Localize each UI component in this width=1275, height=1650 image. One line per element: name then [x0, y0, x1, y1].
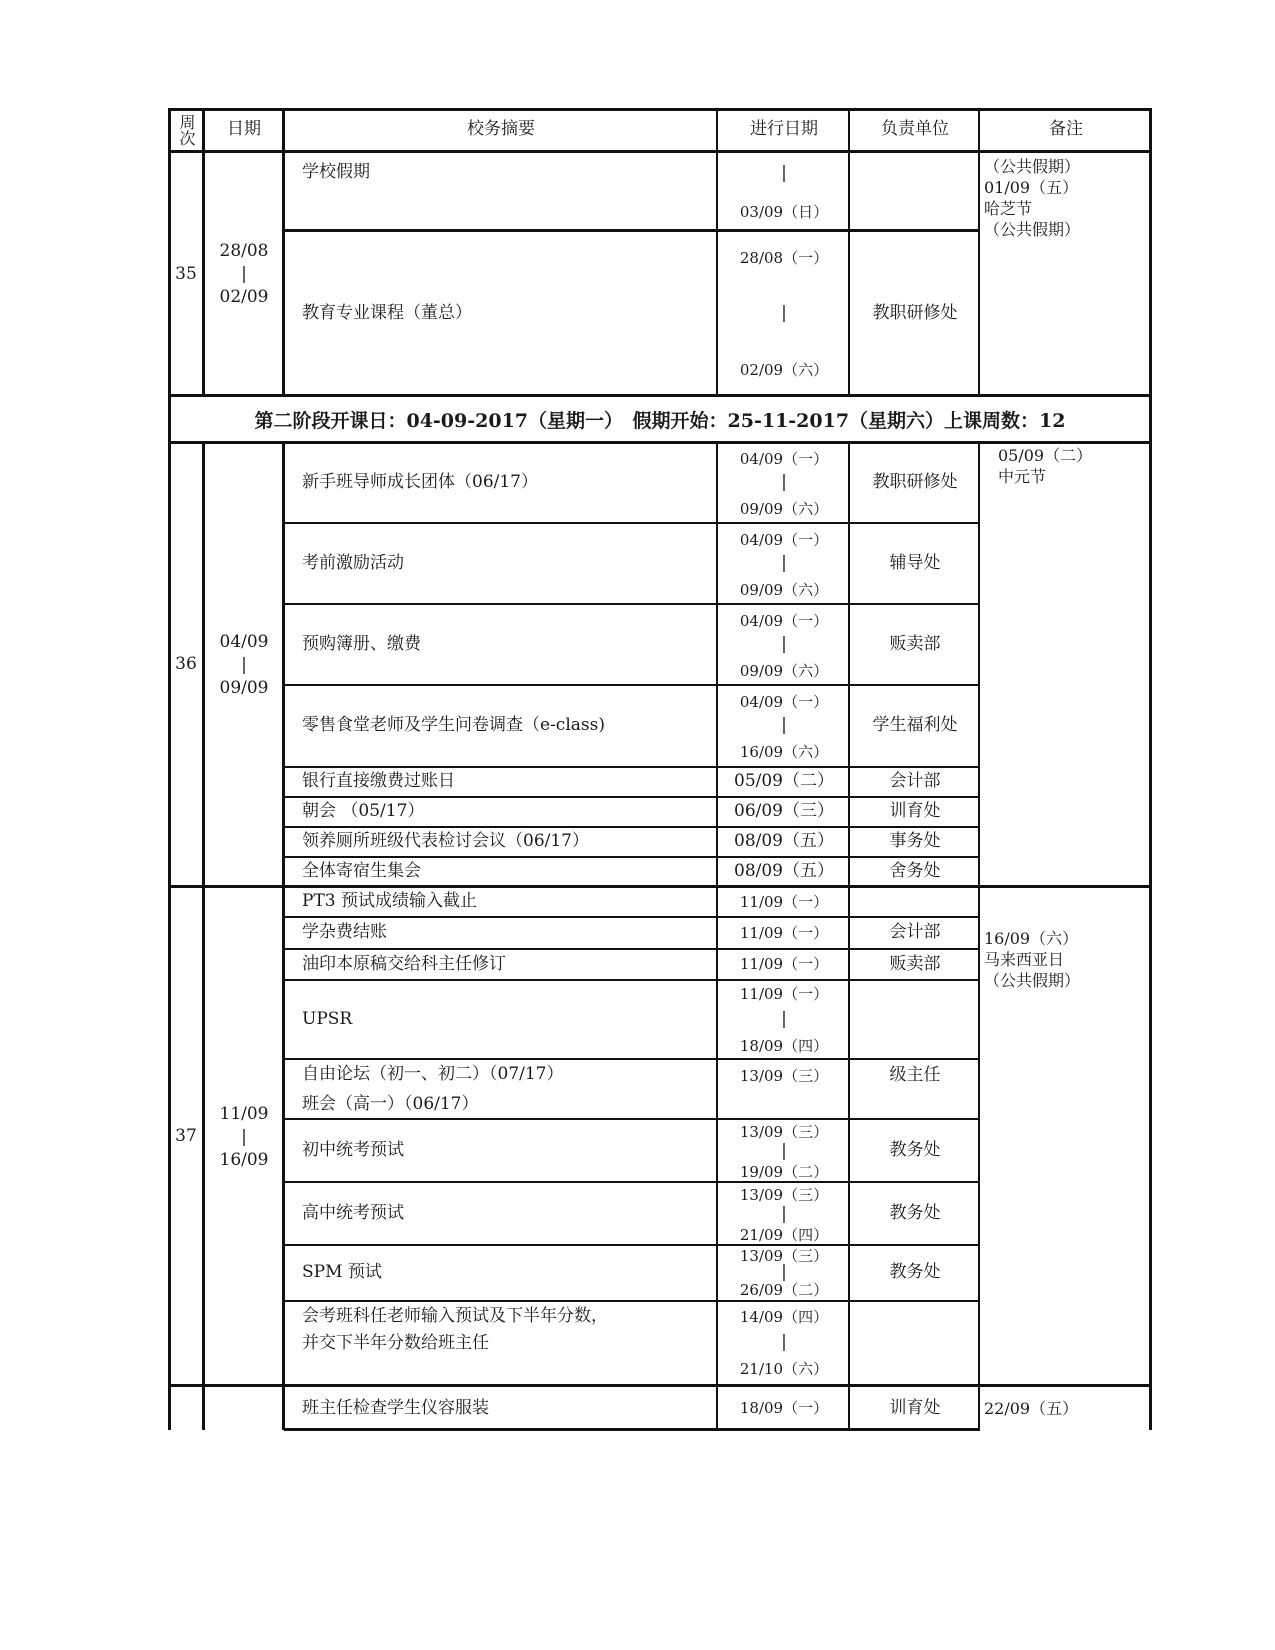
remark-line: 中元节 [998, 467, 1047, 486]
remarks-block [984, 156, 1144, 240]
progress-date: | [781, 1204, 787, 1225]
progress-date: | [781, 1262, 787, 1283]
progress-date: 13/09（三） [739, 1122, 829, 1141]
date-start: 04/09 [219, 631, 269, 652]
remarks-block [984, 1398, 1144, 1419]
remark-line: 16/09（六） [984, 929, 1079, 948]
date-sep: | [241, 654, 247, 675]
department: 训育处 [889, 1397, 941, 1418]
department: 贩卖部 [889, 953, 941, 974]
week-number: 36 [175, 654, 197, 675]
progress-date: | [781, 553, 787, 574]
remark-line: （公共假期） [984, 971, 1081, 990]
progress-date: 14/09（四） [739, 1307, 829, 1326]
item-text: 会考班科任老师输入预试及下半年分数， [302, 1306, 608, 1326]
header-department: 负责单位 [881, 119, 949, 140]
progress-date: 21/09（四） [739, 1225, 829, 1244]
item-text: 新手班导师成长团体（06/17） [302, 472, 538, 493]
department [850, 888, 980, 916]
item-text: 全体寄宿生集会 [302, 861, 421, 882]
department: 训育处 [889, 801, 941, 822]
item-text-line2: 并交下半年分数给班主任 [302, 1333, 489, 1353]
department: 会计部 [889, 771, 941, 792]
department: 教职研修处 [872, 303, 958, 324]
week-number: 37 [175, 1126, 197, 1147]
header-date: 日期 [227, 119, 261, 140]
progress-date: | [781, 634, 787, 655]
department: 贩卖部 [889, 633, 941, 654]
school-calendar-table [168, 108, 1152, 1490]
progress-date: 04/09（一） [739, 530, 829, 549]
item-text: PT3 预试成绩输入截止 [302, 891, 477, 912]
progress-date: 11/09（一） [739, 955, 829, 974]
progress-date: | [781, 1141, 787, 1162]
header-progress-date: 进行日期 [750, 119, 818, 140]
date-sep: | [241, 264, 247, 284]
remark-line: 05/09（二） [998, 446, 1093, 465]
department [850, 1302, 980, 1386]
remarks-block [998, 445, 1148, 487]
progress-date: 09/09（六） [739, 499, 829, 518]
progress-date: 13/09（三） [739, 1066, 829, 1085]
remark-line: 22/09（五） [984, 1399, 1079, 1418]
progress-date: | [781, 715, 787, 736]
table-right-border [1149, 108, 1152, 1430]
progress-date: 26/09（二） [739, 1280, 829, 1299]
department: 会计部 [889, 922, 941, 943]
item-text-line2: 班会（高一）（06/17） [302, 1094, 479, 1114]
progress-date: 21/10（六） [739, 1359, 829, 1378]
remark-line: （公共假期） [984, 220, 1081, 239]
item-text: 学校假期 [302, 162, 370, 182]
header-remarks: 备注 [1049, 119, 1083, 140]
item-text: 学杂费结账 [302, 922, 387, 943]
progress-date: 16/09（六） [739, 742, 829, 761]
date-start: 11/09 [219, 1103, 269, 1124]
remark-line: （公共假期） [984, 157, 1081, 176]
item-text: 朝会 （05/17） [302, 801, 425, 822]
progress-date: 19/09（二） [739, 1162, 829, 1181]
remark-line: 哈芝节 [984, 199, 1033, 218]
progress-date: 18/09（一） [739, 1399, 829, 1418]
department: 辅导处 [889, 552, 941, 573]
progress-date: 11/09（一） [739, 923, 829, 942]
progress-date: | [781, 1332, 787, 1353]
progress-date: 02/09（六） [739, 360, 829, 379]
department: 事务处 [889, 831, 941, 852]
item-text: 教育专业课程（董总） [302, 303, 472, 324]
remarks-block [984, 928, 1144, 991]
week-date-range [204, 888, 284, 1386]
row-sep [284, 1428, 980, 1431]
date-start: 28/08 [219, 241, 269, 261]
phase-banner: 第二阶段开课日：04-09-2017（星期一） 假期开始：25-11-2017（星期六）上课周数：12 [254, 409, 1066, 432]
progress-date: 11/09（一） [739, 984, 829, 1003]
progress-date: | [781, 163, 787, 184]
header-bottom-border [168, 150, 1152, 153]
week-date-range [204, 153, 284, 396]
department: 学生福利处 [872, 715, 958, 736]
remark-line: 01/09（五） [984, 178, 1079, 197]
remark-line: 马来西亚日 [984, 950, 1065, 969]
item-text: 油印本原稿交给科主任修订 [302, 953, 506, 974]
department: 教务处 [889, 1202, 941, 1223]
item-text: 领养厕所班级代表检讨会议（06/17） [302, 831, 589, 852]
week-date-range [204, 444, 284, 886]
progress-date: 04/09（一） [739, 692, 829, 711]
department: 级主任 [889, 1065, 941, 1086]
item-text: 银行直接缴费过账日 [302, 771, 455, 792]
progress-date: | [781, 303, 787, 324]
progress-date: 08/09（五） [734, 861, 834, 882]
date-end: 16/09 [219, 1149, 269, 1170]
progress-date: 13/09（三） [739, 1185, 829, 1204]
progress-date: 05/09（二） [734, 771, 834, 792]
progress-date: 08/09（五） [734, 831, 834, 852]
progress-date: 28/08（一） [739, 248, 829, 267]
department: 教务处 [889, 1139, 941, 1160]
item-text: 预购簿册、缴费 [302, 633, 421, 654]
department: 教务处 [889, 1262, 941, 1283]
date-sep: | [241, 1126, 247, 1147]
date-end: 02/09 [219, 287, 269, 307]
date-end: 09/09 [219, 677, 269, 698]
item-text: 考前激励活动 [302, 552, 404, 573]
department: 舍务处 [889, 861, 941, 882]
progress-date: 18/09（四） [739, 1036, 829, 1055]
header-summary: 校务摘要 [467, 119, 535, 140]
item-text: 班主任检查学生仪容服装 [302, 1397, 489, 1418]
item-text: 高中统考预试 [302, 1202, 404, 1223]
progress-date: | [781, 1009, 787, 1030]
item-text: 零售食堂老师及学生问卷调查（e-class) [302, 715, 605, 736]
progress-date: 06/09（三） [734, 801, 834, 822]
item-text: 自由论坛（初一、初二）（07/17） [302, 1064, 564, 1084]
department: 教职研修处 [872, 472, 958, 493]
progress-date: 09/09（六） [739, 580, 829, 599]
progress-date: 09/09（六） [739, 661, 829, 680]
item-text: 初中统考预试 [302, 1139, 404, 1160]
header-week: 周次 [177, 114, 196, 146]
item-text: SPM 预试 [302, 1262, 382, 1283]
item-text: UPSR [302, 1008, 353, 1029]
department [850, 981, 980, 1058]
progress-date: 04/09（一） [739, 449, 829, 468]
progress-date: | [781, 472, 787, 493]
progress-date: 03/09（日） [739, 202, 829, 221]
progress-date: 13/09（三） [739, 1246, 829, 1265]
week-number: 35 [175, 263, 197, 284]
row-sep [284, 1058, 980, 1060]
progress-date: 11/09（一） [739, 892, 829, 911]
progress-date: 04/09（一） [739, 611, 829, 630]
